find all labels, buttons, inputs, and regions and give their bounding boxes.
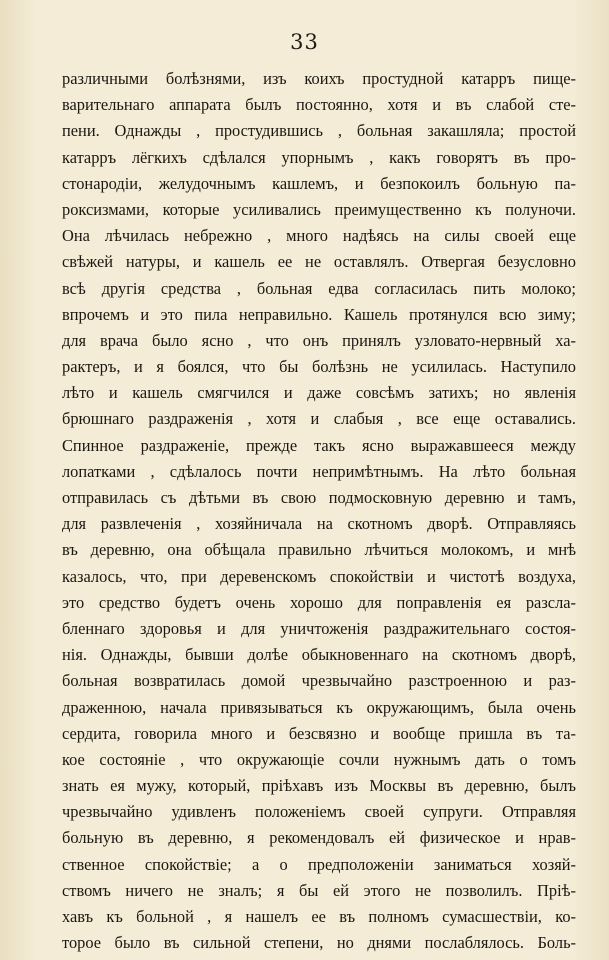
text-line: бленнаго здоровья и для уничтоженія раздражительнаго состоя- xyxy=(62,618,576,638)
text-line: нія. Однажды, бывши долѣе обыкновеннаго на скотномъ дворѣ, xyxy=(62,645,576,665)
text-line: Спинное раздраженіе, прежде такъ ясно выражавшееся между xyxy=(62,435,576,455)
text-line: для развлеченія , хозяйничала на скотномъ дворѣ. Отправляясь xyxy=(62,514,576,534)
text-line: больная возвратилась домой чрезвычайно разстроенною и раз- xyxy=(62,671,576,691)
text-line: рактеръ, и я боялся, что бы болѣзнь не усилилась. Наступило xyxy=(62,357,576,377)
text-line: пени. Однажды , простудившись , больная закашляла; простой xyxy=(62,121,576,141)
text-line: хавъ къ больной , я нашелъ ее въ полномъ сумасшествіи, ко- xyxy=(62,907,576,926)
text-line: роксизмами, которые усиливались преимущественно къ полуночи. xyxy=(62,199,576,219)
text-line: лѣто и кашель смягчился и даже совсѣмъ затихъ; но явленія xyxy=(62,383,576,403)
text-line: стонародіи, желудочнымъ кашлемъ, и безпокоилъ больную па- xyxy=(62,173,576,193)
body-text xyxy=(62,66,576,956)
text-line: брюшнаго раздраженія , хотя и слабыя , все еще оставались. xyxy=(62,409,576,429)
text-line: впрочемъ и это пила неправильно. Кашель протянулся всю зиму; xyxy=(62,304,576,324)
text-line: въ деревню, она обѣщала правильно лѣчиться молокомъ, и мнѣ xyxy=(62,540,576,560)
text-line: отправилась съ дѣтьми въ свою подмосковную деревню и тамъ, xyxy=(62,488,576,507)
text-line: больную въ деревню, я рекомендовалъ ей физическое и нрав- xyxy=(62,828,576,848)
text-line: это средство будетъ очень хорошо для поправленія ея разсла- xyxy=(62,592,576,612)
text-line: для врача было ясно , что онъ принялъ узловато-нервный ха- xyxy=(62,330,576,350)
page-number: 33 xyxy=(290,30,319,54)
text-line: сердита, говорила много и безсвязно и вообще пришла въ та- xyxy=(62,723,576,743)
text-line: лопатками , сдѣлалось почти непримѣтнымъ. На лѣто больная xyxy=(62,461,576,481)
text-line: драженною, начала привязываться къ окружающимъ, была очень xyxy=(62,697,576,717)
text-line: торое было въ сильной степени, но днями послаблялось. Боль- xyxy=(62,933,576,953)
text-line: варительнаго аппарата былъ постоянно, хотя и въ слабой сте- xyxy=(62,95,576,115)
text-line: всѣ другія средства , больная едва согласилась пить молоко; xyxy=(62,278,576,298)
text-line: свѣжей натуры, и кашель ее не оставлялъ. Отвергая безусловно xyxy=(62,252,576,272)
text-line: ственное спокойствіе; а о предположеніи заниматься хозяй- xyxy=(62,854,576,874)
text-line: катарръ лёгкихъ сдѣлался упорнымъ , какъ говорятъ въ про- xyxy=(62,147,576,167)
text-line: Она лѣчилась небрежно , много надѣясь на силы своей еще xyxy=(62,226,576,246)
text-line: казалось, что, при деревенскомъ спокойствіи и чистотѣ воздуха, xyxy=(62,566,576,586)
text-line: чрезвычайно удивленъ положеніемъ своей супруги. Отправляя xyxy=(62,802,576,822)
text-line: кое состояніе , что окружающіе сочли нужнымъ дать о томъ xyxy=(62,749,576,769)
text-line: различными болѣзнями, изъ коихъ простудной катарръ пище- xyxy=(62,69,576,88)
text-line: ствомъ ничего не зналъ; я бы ей этого не позволилъ. Пріѣ- xyxy=(62,880,576,900)
text-line: знать ея мужу, который, пріѣхавъ изъ Москвы въ деревню, былъ xyxy=(62,776,576,796)
